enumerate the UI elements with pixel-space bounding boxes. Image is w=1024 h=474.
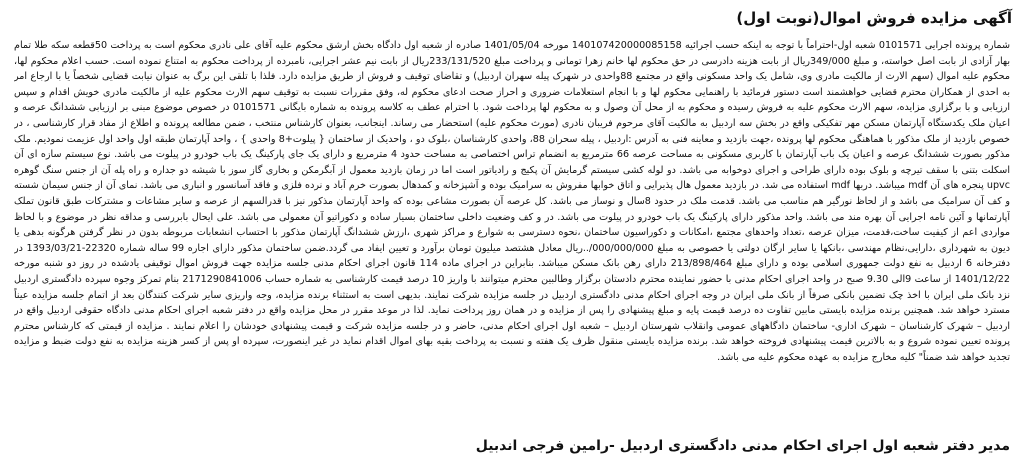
- notice-signature: مدیر دفتر شعبه اول اجرای احکام مدنی دادگستری اردبیل -رامین فرجی اندبیل: [475, 438, 1010, 454]
- notice-body: شماره پرونده اجرایی 0101571 شعبه اول-احتراماً با توجه به اینکه حسب اجرائیه 140107420000085158 مورخه 1401/05/04 صادره از شعبه اول دادگاه بخش ارشق محکوم علیه آقای علی نادری محکوم است به پرداخت 50قطعه سکه طلا تمام بهار آزادی از بابت اصل خواسته، و مبلغ 349/000ریال از بابت هزینه دادرسی در حق محکوم لها خانم زهرا تومانی و پرداخت مبلغ 233/131/520ریال از بابت نیم عشر اجرایی، نامبرده از پرداخت محکوم به امتناع نموده است. حسب اعلام محکوم لها، محکوم علیه اموال (سهم الارث از مالکیت مادری وی، شامل یک واحد مسکونی واقع در مجتمع 88واحدی در شهرک پیله سهران اردبیل) و تقاضای توقیف و فروش از طریق مزایده دارد. فلذا با تلقی این برگ به عنوان نیابت قضایی شخصاً یا با ارجاع امر به احدی از همکاران محترم قضایی خواهشمند است دستور فرمائید با راهنمایی محکوم لها و با انجام استعلامات ضروری و احراز صحت ادعای محکوم له، وفق مقررات نسبت به توقیف سهم الارث محکوم علیه از مالکیت مادری خویش اقدام و سپس ارزیابی و با برگزاری مزایده، سهم الارث محکوم علیه به فروش رسیده و محکوم به از محل آن وصول و به محکوم لها پرداخت شود. با احترام عطف به کلاسه پرونده به شماره بایگانی 0101571 در خصوص موضوع مبنی بر ارزیابی ششدانگ عرصه و اعیان ملک یکدستگاه آپارتمان مسکن مهر تفکیکی واقع در بخش سه اردبیل به مالکیت آقای مرحوم فریبان نادری (مورث محکوم علیه) استحضار می رساند. اینجانب، بعنوان کارشناس منتخب ، ضمن مطالعه پرونده و اطلاع از مفاد قرار کارشناسی ، در خصوص بازدید از ملک مذکور با هماهنگی محکوم لها پرونده ،جهت بازدید و معاینه فنی به آدرس :اردبیل ، پیله سحران 88، واحدی کارشناسان ،بلوک دو ، واحدیک از ساختمان { پیلوت+8 واحدی } ، واحد آپارتمان طبقه اول واحد اول عزیمت نمودیم. ملک مذکور بصورت ششدانگ عرصه و اعیان یک باب آپارتمان با کاربری مسکونی به مساحت عرصه 66 مترمربع به انضمام تراس اختصاصی به مساحت حدود 4 مترمربع و دارای یک جای پارکینگ یک باب خودرو در پیلوت می باشد. نوع سیستم سازه ای آن اسکلت بتنی با سقف تیرچه و بلوک بوده دارای طراحی و اجرای دوخوابه می باشد. دو لوله کشی سیستم گرمایش آن پکیج و رادیاتور است اما در زمان بازدید معمول از آبگرمکن و بخاری گاز سوز با شیشه دو جداره و راه پله آن از جنس سنگ گوهره upvc پنجره های آن mdf میباشد. دربها mdf استفاده می شد. در بازدید معمول هال پذیرایی و اتاق خوابها مفروش به سرامیک بوده و آشپزخانه و کمدهال بصورت خرم آباد و نرده فلزی و فاقد آسانسور و انباری می باشد. نمای آن از جنس سیمان شسته و کف آن سرامیک می باشد و از لحاظ نورگیر هم مناسب می باشد. قدمت ملک در حدود 8سال و نوساز می باشد. کل عرصه آن بصورت مشاعی بوده که واحد آپارتمان مذکور نیز با قدرالسهم از عرصه و سایر مشاعات و مشترکات طبق قانون تملک آپارتمانها و آئین نامه اجرایی آن بهره مند می باشد. واحد مذکور دارای پارکینگ یک باب خودرو در پیلوت می باشد. در و کف وضعیت داخلی ساختمان بسیار ساده و دکوراتیو آن معمولی می باشد. علی ایحال بابررسی و مداقه نظر در موضوع و با لحاظ مواردی اعم از کیفیت ساخت،قدمت، میزان عرصه ،تعداد واحدهای مجتمع ،امکانات و دکوراسیون ساختمان ،نحوه دسترسی به شوارع و مراکز شهری ،ارزش ششدانگ آپارتمان مذکور با احتساب انشعابات مربوطه بدون در نظر گرفتن هرگونه بدهی یا دیون به شهرداری ،دارایی،نظام مهندسی ،بانکها یا سایر ارگان دولتی یا خصوصی به مبلغ 000/000/000/..ریال معادل هشتصد میلیون تومان برآورد و تعیین ایفاد می گردد.ضمن ساختمان مذکور دارای اجاره 99 ساله شماره 22320-1393/03/21 در دفترخانه 6 اردبیل به نفع دولت جمهوری اسلامی بوده و دارای مبلغ 213/898/464 دارای رهن بانک مسکن میباشد. بنابراین در اجرای ماده 114 قانون اجرای احکام مدنی جلسه مزایده جهت فروش اموال توقیفی یادشده در روز دو شنبه مورخه 1401/12/22 از ساعت 9الی 9.30 صبح در واحد اجرای احکام مدنی با حضور نماینده محترم دادستان برگزار وطالبین محترم میتوانند با واریز 10 درصد قیمت کارشناسی به شماره حساب 2171290841006 بنام تمرکز وجوه سپرده دادگستری اردبیل نزد بانک ملی ایران با اخذ چک تضمین بانکی صرفاً از بانک ملی ایران در وجه اجرای احکام مدنی دادگستری اردبیل در جلسه مزایده شرکت نمایند. بدیهی است به استثناء برنده مزایده، وجه واریزی سایر شرکت کنندگان بعد از اتمام جلسه مزایده عیناً مسترد خواهد شد. همچنین برنده مزایده بایستی مابین تفاوت ده درصد قیمت پایه و مبلغ پیشنهادی را پس از مزایده و در همان روز پرداخت نماید. لذا در موعد مقرر در محل مزایده واقع در دفتر شعبه اجرای احکام مدنی دادگاه حقوقی اردبیل واقع در اردبیل – شهرک کارشناسان – شهرک اداری- ساختمان دادگاههای عمومی وانقلاب شهرستان اردبیل – شعبه اول اجرای احکام مدنی، حاضر و در جلسه مزایده شرکت و قیمت پیشنهادی خودشان را اعلام نمایند . مزایده از قیمتی که کارشناس محترم پرونده تعیین نموده شروع و به بالاترین قیمت پیشنهادی فروخته خواهد شد. برنده مزایده بایستی منقول ظرف یک هفته و نسبت به پرداخت بقیه بهای اموال اقدام نماید در غیر اینصورت، سپرده او پس از کسر هزینه مزایده به نفع دولت ضبط و مزایده تجدید خواهد شد ضمناً" کلیه مخارج مزایده به عهده محکوم علیه می باشد.: [14, 40, 1010, 363]
- notice-title: آگهی مزایده فروش اموال(نوبت اول): [736, 9, 1012, 27]
